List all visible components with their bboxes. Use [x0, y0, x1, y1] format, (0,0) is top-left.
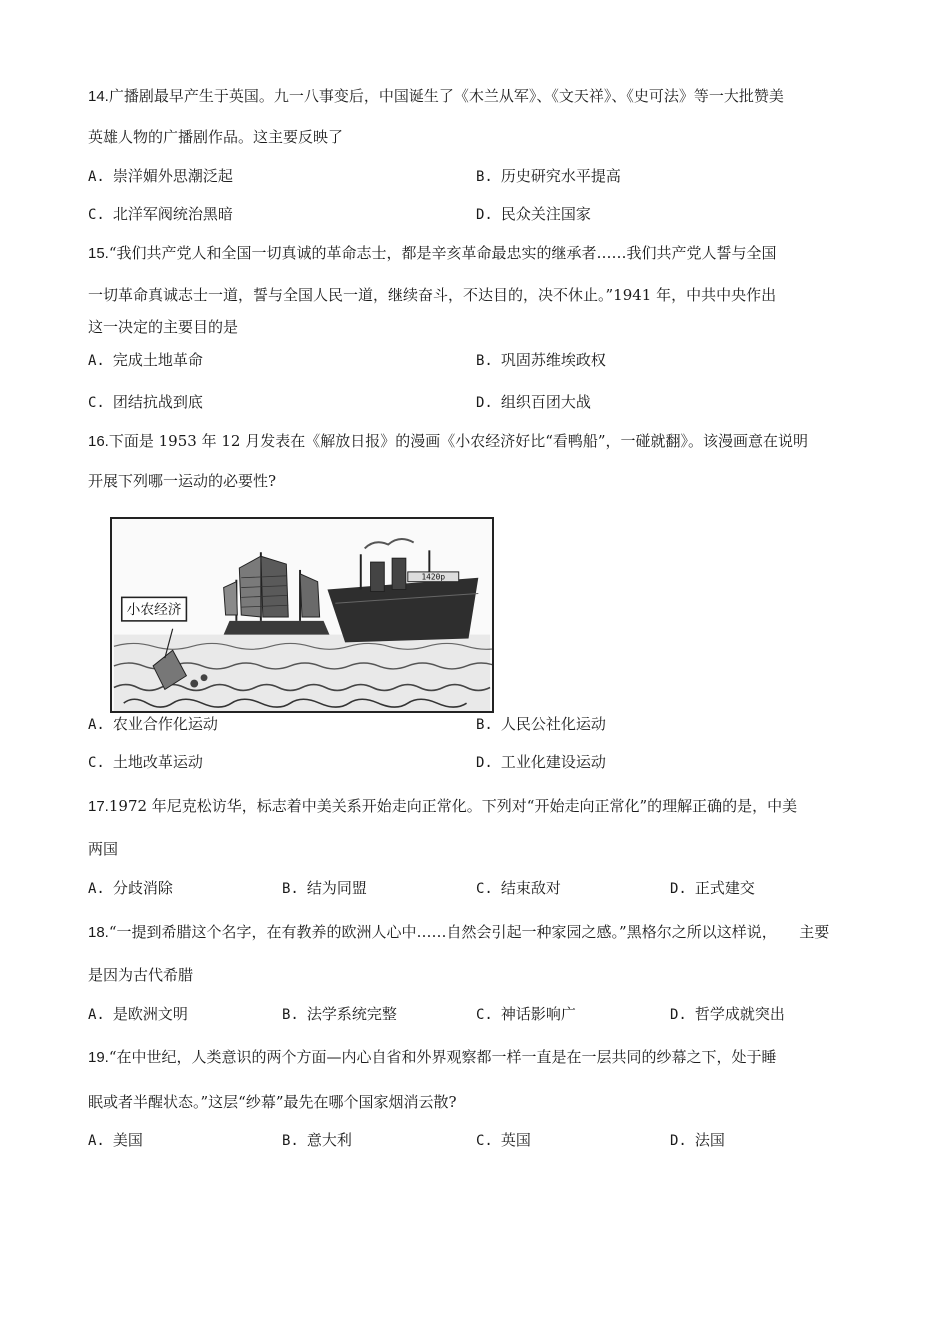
- q14-number: 14.: [88, 88, 109, 105]
- q19-option-d[interactable]: D. 法国: [670, 1131, 725, 1149]
- q16-line-2: 开展下列哪一运动的必要性?: [88, 472, 277, 490]
- q15-option-b[interactable]: B. 巩固苏维埃政权: [476, 351, 606, 369]
- q17-option-c[interactable]: C. 结束敌对: [476, 879, 561, 897]
- q15-line-1: 15.“我们共产党人和全国一切真诚的革命志士，都是辛亥革命最忠实的继承者……我们共产党人誓与全国: [88, 244, 777, 262]
- q18-option-d[interactable]: D. 哲学成就突出: [670, 1005, 785, 1023]
- q15-line-2: 一切革命真诚志士一道，誓与全国人民一道，继续奋斗，不达目的，决不休止。”1941 年，中共中央作出: [88, 286, 777, 304]
- cartoon-image: [110, 517, 494, 713]
- q18-line-1: 18.“一提到希腊这个名字，在有教养的欧洲人心中……自然会引起一种家园之感。”黑格尔之所以这样说， 主要: [88, 923, 830, 941]
- q19-line-2: 眠或者半醒状态。”这层“纱幕”最先在哪个国家烟消云散?: [88, 1093, 457, 1111]
- cartoon-label-text: 小农经济: [126, 602, 182, 619]
- q16-option-a[interactable]: A. 农业合作化运动: [88, 715, 218, 733]
- q16-line-1: 16.下面是 1953 年 12 月发表在《解放日报》的漫画《小农经济好比“看鸭船”，一碰就翻》。该漫画意在说明: [88, 432, 809, 450]
- q15-option-a[interactable]: A. 完成土地革命: [88, 351, 203, 369]
- q18-line-2: 是因为古代希腊: [88, 966, 194, 984]
- q14-option-b[interactable]: B. 历史研究水平提高: [476, 167, 621, 185]
- q16-option-d[interactable]: D. 工业化建设运动: [476, 753, 606, 771]
- q17-line-1: 17.1972 年尼克松访华，标志着中美关系开始走向正常化。下列对“开始走向正常化”的理解正确的是，中美: [88, 797, 798, 815]
- q19-line-1: 19.“在中世纪，人类意识的两个方面—内心自省和外界观察都一样一直是在一层共同的纱幕之下，处于睡: [88, 1048, 777, 1066]
- q16-option-c[interactable]: C. 土地改革运动: [88, 753, 203, 771]
- q17-number: 17.: [88, 798, 109, 815]
- q18-option-a[interactable]: A. 是欧洲文明: [88, 1005, 188, 1023]
- q15-line-3: 这一决定的主要目的是: [88, 318, 239, 336]
- q15-number: 15.: [88, 245, 109, 262]
- q19-option-b[interactable]: B. 意大利: [282, 1131, 352, 1149]
- q18-option-b[interactable]: B. 法学系统完整: [282, 1005, 397, 1023]
- q15-option-c[interactable]: C. 团结抗战到底: [88, 393, 203, 411]
- q18-number: 18.: [88, 924, 109, 941]
- q14-line-2: 英雄人物的广播剧作品。这主要反映了: [88, 128, 344, 146]
- q15-option-d[interactable]: D. 组织百团大战: [476, 393, 591, 411]
- q17-option-a[interactable]: A. 分歧消除: [88, 879, 173, 897]
- q19-number: 19.: [88, 1049, 109, 1066]
- q17-line-2: 两国: [88, 840, 119, 858]
- q16-option-b[interactable]: B. 人民公社化运动: [476, 715, 606, 733]
- junk-boat: [224, 552, 330, 634]
- q14-option-c[interactable]: C. 北洋军阀统治黑暗: [88, 205, 233, 223]
- steamship: [327, 539, 478, 642]
- q16-number: 16.: [88, 433, 109, 450]
- q17-option-b[interactable]: B. 结为同盟: [282, 879, 367, 897]
- q18-option-c[interactable]: C. 神话影响广: [476, 1005, 576, 1023]
- ship-plate-text: 1420p: [421, 572, 446, 582]
- q19-option-a[interactable]: A. 美国: [88, 1131, 143, 1149]
- q14-line-1: 14.广播剧最早产生于英国。九一八事变后，中国诞生了《木兰从军》、《文天祥》、《史可法》等一大批赞美: [88, 87, 784, 105]
- q14-option-d[interactable]: D. 民众关注国家: [476, 205, 591, 223]
- q14-option-a[interactable]: A. 崇洋媚外思潮泛起: [88, 167, 233, 185]
- q19-option-c[interactable]: C. 英国: [476, 1131, 531, 1149]
- q17-option-d[interactable]: D. 正式建交: [670, 879, 755, 897]
